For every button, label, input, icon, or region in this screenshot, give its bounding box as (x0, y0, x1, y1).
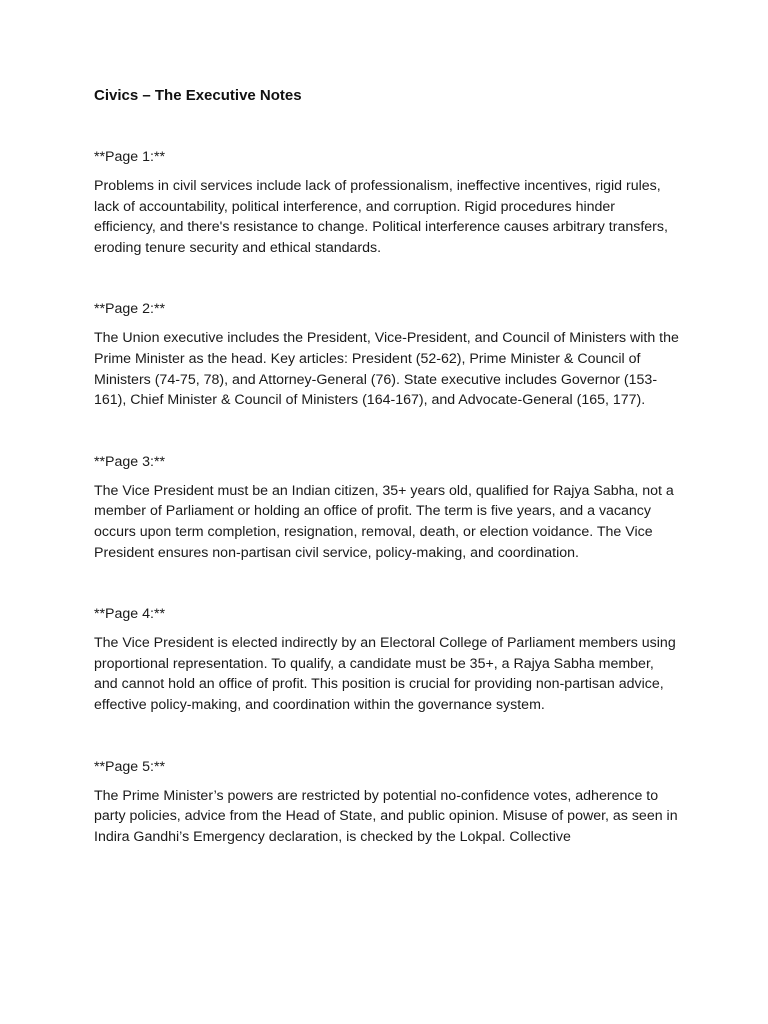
section-body: Problems in civil services include lack of professionalism, ineffective incentives, rigid rules, lack of accountability, political interference, and corruption. Rigid procedures hinder efficiency, and there's resistance to change. Political interference causes arbitrary transfers, eroding tenure security and ethical standards. (94, 178, 668, 256)
document-content (94, 86, 680, 847)
section-heading: **Page 5:** (94, 758, 165, 775)
section-divider (94, 563, 680, 604)
section-page-1 (94, 147, 680, 258)
section-heading: **Page 3:** (94, 453, 165, 470)
section-page-5 (94, 757, 680, 848)
section-body: The Vice President is elected indirectly by an Electoral College of Parliament members using proportional representation. To qualify, a candidate must be 35+, a Rajya Sabha member, and cannot hold an office of profit. This position is crucial for providing non-partisan advice, effective policy-making, and coordination within the governance system. (94, 635, 676, 713)
section-divider (94, 716, 680, 757)
section-heading: **Page 1:** (94, 149, 165, 165)
section-page-2 (94, 299, 680, 410)
section-divider (94, 411, 680, 452)
section-divider (94, 258, 680, 299)
section-heading: **Page 2:** (94, 301, 165, 318)
section-heading: **Page 4:** (94, 606, 165, 623)
document-title: Civics – The Executive Notes (94, 87, 302, 104)
section-body: The Vice President must be an Indian citizen, 35+ years old, qualified for Rajya Sabha, not a member of Parliament or holding an office of profit. The term is five years, and a vacancy occurs upon term completion, resignation, removal, death, or election voidance. The Vice President ensures non-partisan civil service, policy-making, and coordination. (94, 482, 674, 561)
section-body: The Union executive includes the President, Vice-President, and Council of Ministers with the Prime Minister as the head. Key articles: President (52-62), Prime Minister & Council of Ministers (74-75, 78), and Attorney-General (76). State executive includes Governor (153-161), Chief Minister & Council of Ministers (164-167), and Advocate-General (165, 177). (94, 330, 679, 409)
section-body: The Prime Minister’s powers are restricted by potential no-confidence votes, adherence to party policies, advice from the Head of State, and public opinion. Misuse of power, as seen in Indira Gandhi’s Emergency declaration, is checked by the Lokpal. Collective (94, 787, 678, 845)
section-page-4 (94, 604, 680, 715)
section-page-3 (94, 452, 680, 563)
